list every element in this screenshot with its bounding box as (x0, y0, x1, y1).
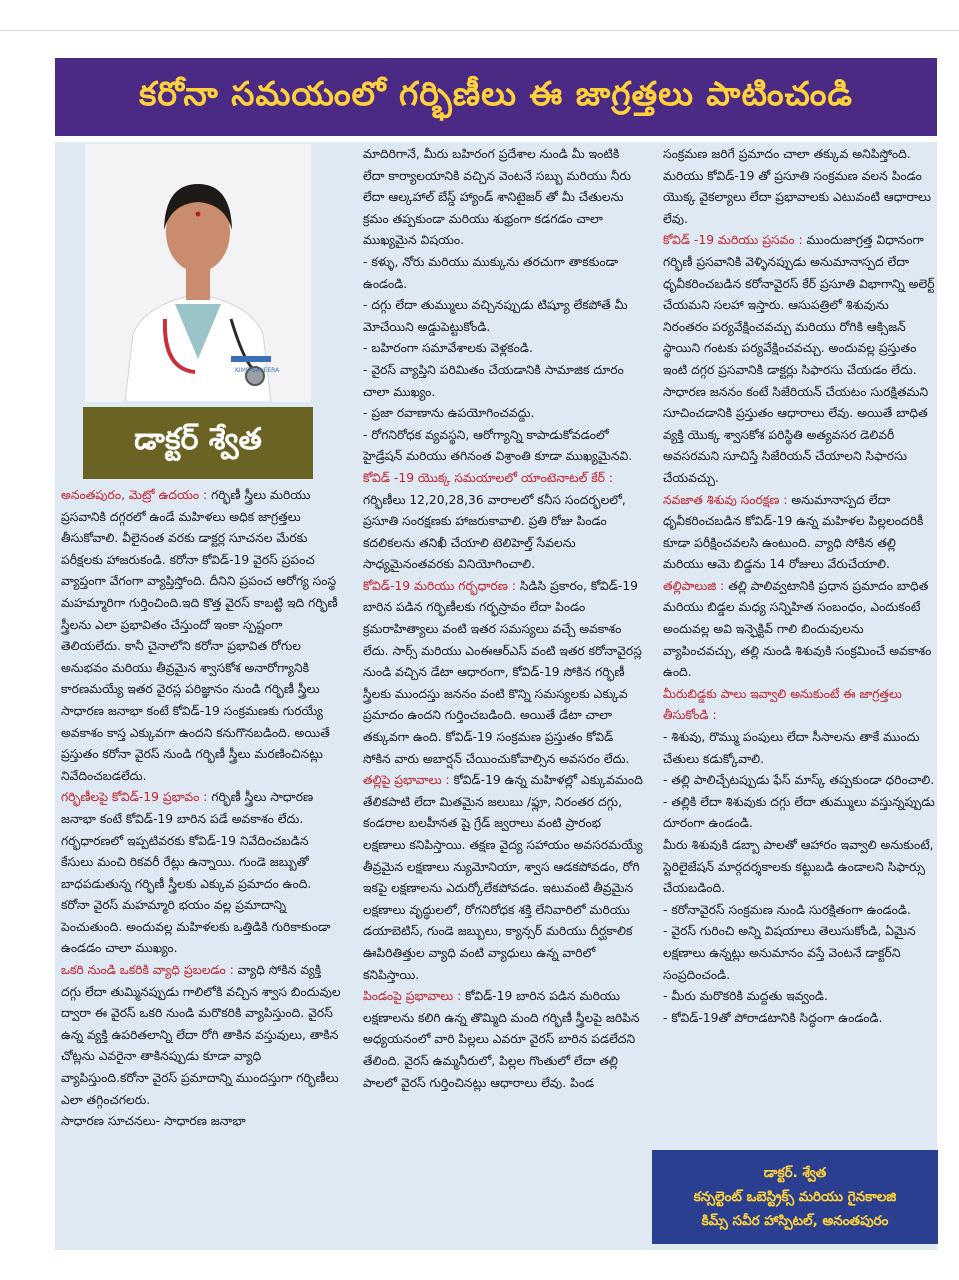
paragraph-heading: పిండంపై ప్రభావాలు : (363, 989, 466, 1004)
paragraph (363, 986, 643, 1094)
column-3 (663, 144, 937, 1029)
paragraph-heading: తల్లిపాలుజి : (663, 578, 729, 593)
paragraph-text: తల్లి పాలివ్వటానికి ప్రధాన ప్రమాదం బాధిత మరియు బిడ్డల మధ్య సన్నిహిత సంబంధం, ఎందుకంటే అందువల్ల అవి ఇన్ఫెక్టివ్ గాలి బిందువులను వ్యాపించవచ్చు, తల్లి నుండి శిశువుకి సంక్రమించే అవకాశం ఉంది. (663, 578, 932, 680)
column-1 (61, 485, 341, 1133)
paragraph-heading: ఒకరి నుండి ఒకరికి వ్యాధి ప్రబలడం : (61, 963, 238, 978)
paragraph-text: సంక్రమణ జరిగే ప్రమాదం చాలా తక్కువ అనిపిస్తోంది. మరియు కోవిడ్-19 తో ప్రసూతి సంక్రమణ వలన పిండం యొక్క వైకల్యాలు లేదా ప్రభావాలకు ఎటువంటి ఆధారాలు లేవు. (663, 147, 932, 226)
paragraph (363, 576, 643, 770)
paragraph (363, 295, 643, 338)
paragraph (663, 684, 937, 727)
paragraph-text: - మీరు మరొకరికి మద్దతు ఇవ్వండి. (663, 989, 828, 1004)
paragraph (663, 727, 937, 770)
article (55, 142, 937, 1250)
paragraph-heading: మీరుబిడ్డకు పాలు ఇవ్వాలి అనుకుంటే ఈ జాగ్రత్తలు తీసుకోండి : (663, 686, 902, 723)
paragraph-text: - ప్రజా రవాణాను ఉపయోగించవద్దు. (363, 406, 535, 421)
paragraph (663, 900, 937, 922)
paragraph-text: - బహిరంగా సమావేశాలకు వెళ్లకండి. (363, 341, 533, 356)
paragraph (663, 792, 937, 835)
paragraph-text: మాదిరిగానే, మీరు బహిరంగ ప్రదేశాల నుండి మీ ఇంటికి లేదా కార్యాలయానికి వచ్చిన వెంటనే సబ్బు మరియు నీరు లేదా ఆల్కహాల్ బేస్డ్ హ్యాండ్ శానిటైజర్ తో మీ చేతులను క్రమం తప్పకుండా మరియు శుభ్రంగా కడగడం చాలా ముఖ్యమైన విషయం. (363, 147, 631, 248)
paragraph (61, 787, 341, 960)
paragraph-text: గర్భిణీలు 12,20,28,36 వారాలలో కనీస సందర్భలలో, ప్రసూతి సంరక్షణకు హాజరుకావాలి. ప్రతి రోజు పిండం కదలికలను తనిఖీ చేయాలి టెలిహెల్త్ సేవలను సాధ్యమైనంతవరకు వినియోగించాలి. (363, 492, 626, 572)
doctor-photo-illustration (85, 144, 311, 402)
signature-hospital: కిమ్స్ సవీర హాస్పిటల్, అనంతపురం (701, 1213, 889, 1229)
paragraph (663, 144, 937, 230)
paragraph (363, 425, 643, 468)
paragraph-text: - దగ్గు లేదా తుమ్ములు వచ్చినప్పుడు టిష్యూ లేకపోతే మీ మోచేయిని అడ్డుపెట్టుకోండి. (363, 298, 628, 334)
author-signature (652, 1150, 938, 1244)
paragraph-text: - కోవిడ్-19తో పోరాడటానికి సిద్ధంగా ఉండండి. (663, 1010, 883, 1025)
paragraph-text: కోవిడ్-19 ఉన్న మహిళల్లో ఎక్కువమంది తేలికపాటి లేదా మితమైన జలుబు /ఫ్లూ, నిరంతర దగ్గు, కండరాల బలహీనత షై గ్రేడ్ జ్వరాలు వంటి ప్రారంభ లక్షణాలు కనిపిస్తాయి. తక్షణ వైద్య సహాయం అవసరమయ్యే తీవ్రమైన లక్షణాలు న్యుమోనియా, శ్వాస ఆడకపోవడం, రోగి ఇకపై లక్షణాలను ఎదుర్కోలేకపోవడం. ఇటువంటి తీవ్రమైన లక్షణాలు వృద్ధులలో, రోగనిరోధక శక్తి లేనివారిలో మరియు డయాబెటిస్, గుండె జబ్బులు, క్యాన్సర్ మరియు దీర్ఘకాలిక ఊపిరితిత్తుల వ్యాధి వంటి వ్యాధులు ఉన్న వారిలో కనిపిస్తాయి. (363, 773, 643, 982)
paragraph-heading: కోవిడ్-19 మరియు గర్భధారణ : (363, 578, 520, 593)
paragraph (363, 360, 643, 403)
paragraph-text: - కరోనావైరస్ సంక్రమణ నుండి సురక్షితంగా ఉండండి. (663, 902, 911, 917)
paragraph (61, 485, 341, 787)
paragraph (363, 403, 643, 425)
paragraph (363, 338, 643, 360)
paragraph (663, 490, 937, 576)
paragraph-heading: కోవిడ్ -19 మరియు ప్రసవం : (663, 233, 807, 248)
paragraph-text: - కళ్ళు, నోరు మరియు ముక్కును తరచుగా తాకకుండా ఉండండి. (363, 254, 619, 291)
paragraph (363, 144, 643, 252)
paragraph (663, 986, 937, 1008)
paragraph-text: సాధారణ సూచనలు- సాధారణ జనాభా (61, 1114, 246, 1129)
paragraph (663, 770, 937, 792)
doctor-photo (85, 144, 311, 402)
top-divider (0, 30, 959, 31)
paragraph-heading: గర్భిణీలపై కోవిడ్-19 ప్రభావం : (61, 790, 212, 805)
paragraph-text: - తల్లికి లేదా శిశువుకు దగ్గు లేదా తుమ్ములు వస్తున్నప్పుడు దూరంగా ఉండండి. (663, 794, 935, 831)
paragraph-text: ముందుజాగ్రత్త విధానంగా గర్భిణీ ప్రసవానికి వెళ్ళినప్పుడు అనుమానాస్పద లేదా ధృవీకరించబడిన కరోనావైరస్ కేర్ ప్రసూతి విభాగాన్ని అలెర్ట్ చేయమని సలహా ఇస్తారు. ఆసుపత్రిలో శిశువును నిరంతరం పర్యవేక్షించవచ్చు మరియు రోగికి ఆక్సిజన్ స్థాయిని గంటకు పర్యవేక్షించవచ్చు. అందువల్ల ప్రస్తుతం ఇంటి దగ్గర ప్రసవానికి డాక్టర్లు సిఫారసు చేయడం లేదు. సాధారణ జననం కంటే సిజేరియన్ చేయటం సురక్షితమని సూచించడానికి ప్రస్తుతం ఆధారాలు లేవు. అయితే బాధిత వ్యక్తి యొక్క శ్వాసకోశ పరిస్థితి అత్యవసర డెలివరీ అవసరమని సూచిస్తే సిజేరియన్ చేయాలని సిఫారసు చేయవచ్చు. (663, 233, 935, 485)
column-2 (363, 144, 643, 1094)
paragraph-text: - వైరస్ గురించి అన్ని విషయాలు తెలుసుకోండి, ఏమైన లక్షణాలు ఉన్నట్లు అనుమానం వస్తే వెంటనే డాక్టర్‌ని సంప్రదించండి. (663, 924, 916, 982)
doctor-name: డాక్టర్ శ్వేత (134, 422, 262, 457)
paragraph-text: సిడిసి ప్రకారం, కోవిడ్-19 బారిన పడిన గర్భిణీలకు గర్భస్రావం లేదా పిండం క్రమరాహిత్యాలు వంటి ఇతర సమస్యలు వచ్చే అవకాశం లేదు. సార్స్ మరియు ఎంఈఆర్ఎస్ వంటి ఇతర కరోనావైరస్ల నుండి వచ్చిన డేటా ఆధారంగా, కోవిడ్-19 సోకిన గర్భిణీ స్త్రీలకు ముందస్తు జననం వంటి కొన్ని సమస్యలకు ఎక్కువ ప్రమాదం ఉందని గుర్తించబడింది. అయితే డేటా చాలా తక్కువగా ఉంది. కోవిడ్-19 సంక్రమణ ప్రస్తుతం కోవిడ్ సోకిన వారు అబార్షన్ చేయించుకోవాల్సిన అవసరం లేదు. (363, 578, 642, 766)
paragraph (61, 1111, 341, 1133)
paragraph (363, 252, 643, 295)
paragraph (363, 770, 643, 986)
paragraph (61, 960, 341, 1111)
paragraph-text: మీరు శిశువుకి డబ్బా పాలతో ఆహారం ఇవ్వాలి అనుకుంటే, స్టెరిలైజేషన్ మార్గదర్శకాలకు కట్టుబడి ఉండాలని సిఫార్సు చేయబడింది. (663, 838, 934, 896)
paragraph (663, 576, 937, 684)
paragraph (663, 1008, 937, 1030)
paragraph (663, 835, 937, 900)
doctor-name-plate (83, 407, 313, 479)
paragraph-text: వ్యాధి సోకిన వ్యక్తి దగ్గు లేదా తుమ్మినప్పుడు గాలిలోకి వచ్చిన శ్వాస బిందువుల ద్వారా ఈ వైరస్ ఒకరి నుండి మరొకరికి వ్యాపిస్తుంది. వైరస్ ఉన్న వ్యక్తి ఉపరితలాన్ని లేదా రోగి తాకిన వస్తువులు, తాకిన చోట్లను ఎవరైనా తాకినప్పుడు కూడా వ్యాధి వ్యాపిస్తుంది.కరోనా వైరస్ ప్రమాదాన్ని ముందస్తుగా గర్భిణీలు ఎలా తగ్గించగలరు. (61, 963, 341, 1107)
signature-designation: కన్సల్టెంట్ ఒబెస్ట్రిక్స్ మరియు గైనకాలజి (693, 1189, 897, 1205)
paragraph-text: గర్భిణీ స్త్రీలు మరియు ప్రసవానికి దగ్గరలో ఉండే మహిళలు అధిక జాగ్రత్తలు తీసుకోవాలి. వీలైనంత వరకు డాక్టర్ల సూచనల మేరకు పరీక్షలకు హాజరుకండి. కరోనా కోవిడ్-19 వైరస్ ప్రపంచ వ్యాప్తంగా వేగంగా వ్యాప్తిస్తోంది. దీనిని ప్రపంచ ఆరోగ్య సంస్థ మహమ్మారిగా గుర్తించింది.ఇది కొత్త వైరస్ కాబట్టి ఇది గర్భిణీ స్త్రీలను ఎలా ప్రభావితం చేస్తుందో ఇంకా స్పష్టంగా తెలియలేదు. కానీ చైనాలోని కరోనా ప్రభావిత రోగుల అనుభవం మరియు తీవ్రమైన శ్వాసకోశ అనారోగ్యానికి కారణమయ్యే ఇతర వైరస్ల పరిజ్ఞానం నుండి గర్భిణీ స్త్రీలు సాధారణ జనాభా కంటే కోవిడ్-19 సంక్రమణకు గురయ్యే అవకాశం కాస్త ఎక్కువగా ఉందని కనుగొనబడింది. అయితే ప్రస్తుతం కరోనా వైరస్ నుండి గర్భిణీ స్త్రీలు మరణించినట్లు నివేదించబడలేదు. (61, 488, 338, 783)
paragraph-text: కోవిడ్-19 బారిన పడిన మరియు లక్షణాలను కలిగి ఉన్న తొమ్మిది మంది గర్భిణీ స్త్రీలపై జరిపిన అధ్యయనంలో వారి పిల్లలు ఎవరూ వైరస్ బారిన పడలేదని తేలింది. వైరస్ ఉమ్మనీరులో, పిల్లల గొంతులో లేదా తల్లి పాలలో వైరస్ గుర్తించినట్లు ఆధారాలు లేవు. పిండ (363, 989, 640, 1090)
signature-name: డాక్టర్. శ్వేత (763, 1165, 827, 1181)
paragraph-heading: కోవిడ్ -19 యొక్క సమయాలలో యాంటెనాటల్ కేర్ : (363, 470, 613, 485)
paragraph-text: - తల్లి పాలిచ్చేటప్పుడు ఫేస్ మాస్క్ తప్పకుండా ధరించాలి. (663, 773, 935, 788)
paragraph (663, 921, 937, 986)
headline-banner (55, 58, 937, 136)
paragraph-text: - వైరస్ వ్యాప్తిని పరిమితం చేయడానికి సామాజిక దూరం చాలా ముఖ్యం. (363, 362, 624, 399)
headline: కరోనా సమయంలో గర్భిణీలు ఈ జాగ్రత్తలు పాటించండి (139, 73, 853, 113)
paragraph-text: - శిశువు, రొమ్ము పంపులు లేదా సీసాలను తాకే ముందు చేతులు కడుక్కోవాలి. (663, 730, 920, 766)
photo-logo: KIMS-SAVEERA (235, 367, 280, 374)
paragraph-text: అనుమానాస్పద లేదా ధృవీకరించబడిన కోవిడ్-19 ఉన్న మహిళల పిల్లలందరికీ కూడా పరీక్షించవలసి ఉంటుంది. వ్యాధి సోకిన తల్లి మరియు ఆమె బిడ్డను 14 రోజులు వేరుచేయాలి. (663, 492, 924, 572)
paragraph (663, 230, 937, 489)
paragraph-heading: అనంతపురం, మెట్రో ఉదయం : (61, 488, 212, 502)
paragraph-heading: నవజాత శిశువు సంరక్షణ : (663, 492, 792, 507)
paragraph-text: గర్భిణీ స్త్రీలు సాధారణ జనాభా కంటే కోవిడ్-19 బారిన పడే అవకాశం లేదు. గర్భధారణలో ఇప్పటివరకు కోవిడ్-19 నివేదించబడిన కేసులు మంచి రికవరీ రేట్లు ఉన్నాయి. గుండె జబ్బుతో బాధపడుతున్న గర్భిణీ స్త్రీలకు ఎక్కువ ప్రమాదం ఉంది. కరోనా వైరస్ మహమ్మారి భయం వల్ల ప్రమాదాన్ని పెంచుతుంది. అందువల్ల మహిళలకు ఒత్తిడికి గురికాకుండా ఉండడం చాలా ముఖ్యం. (61, 790, 331, 956)
paragraph-heading: తల్లిపై ప్రభావాలు : (363, 773, 454, 788)
paragraph (363, 468, 643, 576)
paragraph-text: - రోగనిరోధక వ్యవస్థని, ఆరోగ్యాన్ని కాపాడుకోవడంలో హైడ్రేషన్ మరియు తగినంత విశ్రాంతి కూడా ముఖ్యమైనవి. (363, 427, 633, 464)
